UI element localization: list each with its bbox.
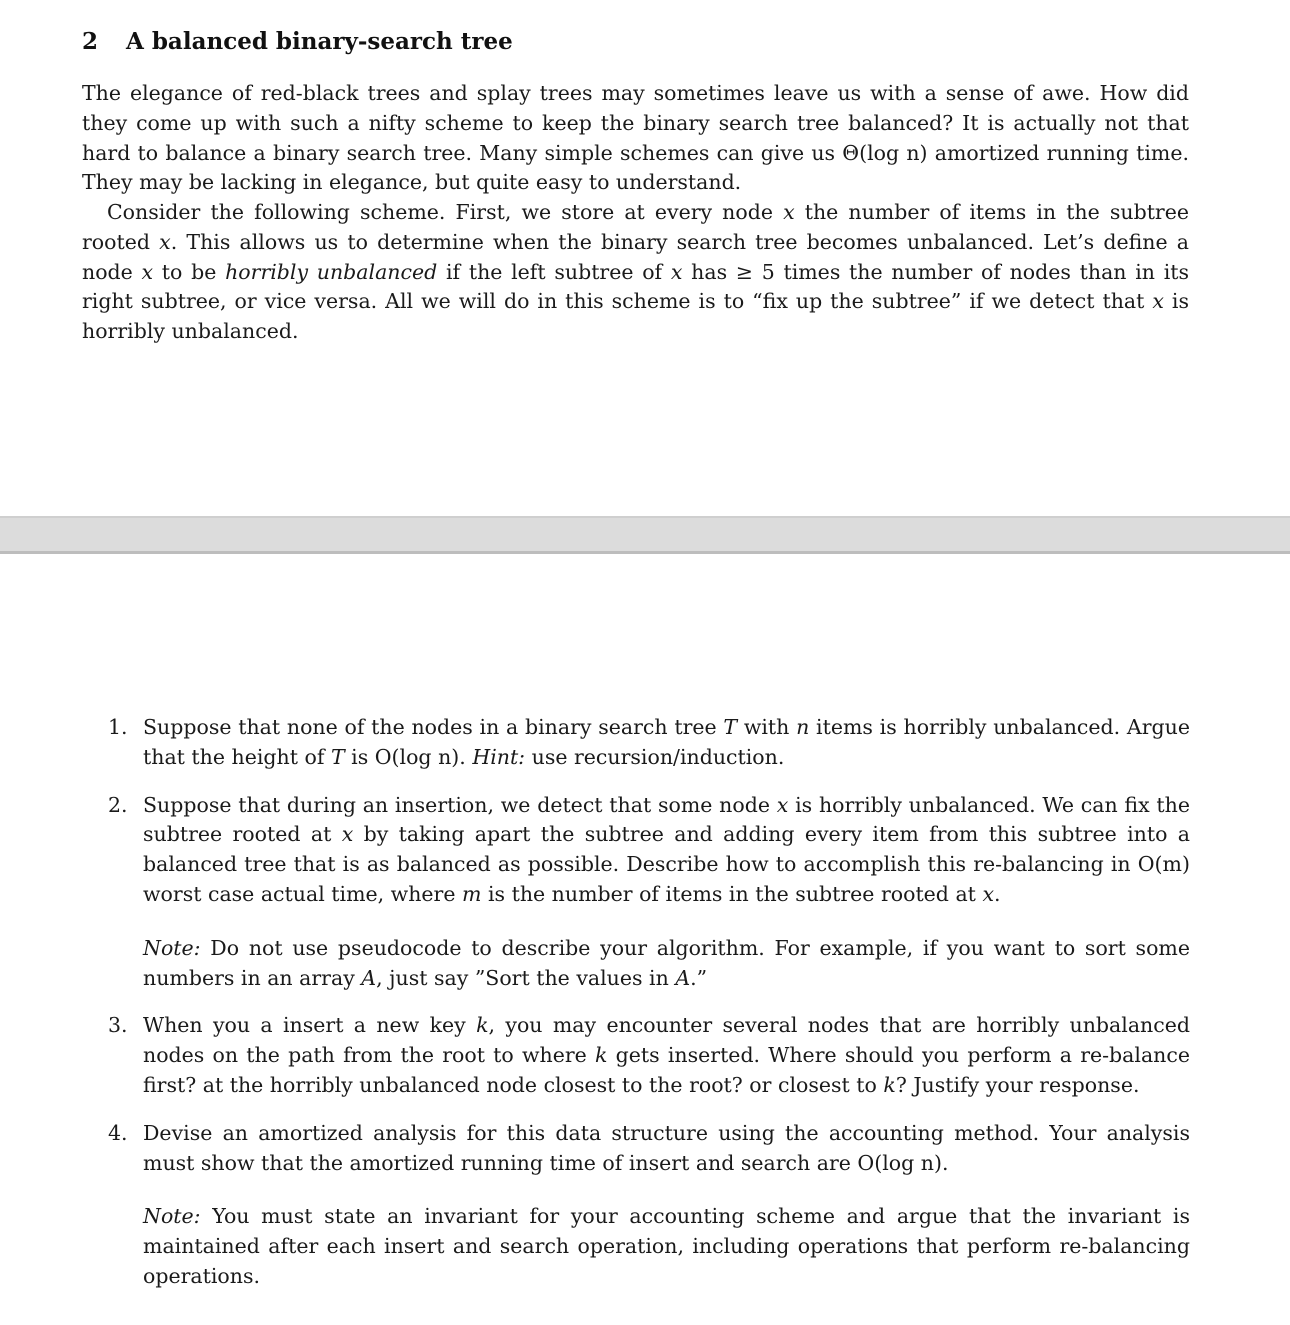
note-label: Note: bbox=[143, 1204, 201, 1229]
question-note: Note: Do not use pseudocode to describe your algorithm. For example, if you want to sort some numbers in an array A, just say ”Sort the values in A.” bbox=[143, 935, 1190, 990]
question-list bbox=[108, 713, 1190, 1292]
intro-paragraph-1: The elegance of red-black trees and splay trees may sometimes leave us with a sense of awe. How did they come up with such a nifty scheme to keep the binary search tree balanced? It is actually not that hard to balance a binary search tree. Many simple schemes can give us Θ(log n) amortized running time. They may be lacking in elegance, but quite easy to understand. bbox=[82, 81, 1189, 195]
question-number: 2. bbox=[108, 792, 128, 817]
section-title: A balanced binary-search tree bbox=[126, 28, 513, 55]
question-number: 4. bbox=[108, 1120, 128, 1145]
document-page-1 bbox=[0, 0, 1290, 516]
question-body: Suppose that during an insertion, we detect that some node x is horribly unbalanced. We can fix the subtree rooted at x by taking apart the subtree and adding every item from this subtree into a balanced tree that is as balanced as possible. Describe how to accomplish this re-balancing in O(m) worst case actual time, where m is the number of items in the subtree rooted at x. Note: Do not use pseudocode to describe your algorithm. For example, if you want to sort some numbers in an array A, just say ”Sort the values in A.” bbox=[143, 791, 1190, 994]
note-label: Note: bbox=[143, 935, 201, 960]
section-heading bbox=[82, 28, 513, 55]
hint-label: Hint: bbox=[472, 744, 526, 769]
intro-paragraph-2: Consider the following scheme. First, we store at every node x the number of items in the subtree rooted x. This allows us to determine when the binary search tree becomes unbalanced. Let’s define a node x to be horribly unbalanced if the left subtree of x has ≥ 5 times the number of nodes than in its right subtree, or vice versa. All we will do in this scheme is to “fix up the subtree” if we detect that x is horribly unbalanced. bbox=[82, 200, 1190, 344]
question-note: Note: You must state an invariant for your accounting scheme and argue that the invariant is maintained after each insert and search operation, including operations that perform re-balancing operations. bbox=[143, 1204, 1190, 1288]
page-separator bbox=[0, 516, 1290, 554]
question-2 bbox=[108, 791, 1190, 994]
defined-term: horribly unbalanced bbox=[225, 259, 438, 284]
question-number: 1. bbox=[108, 715, 128, 739]
question-number: 3. bbox=[108, 1013, 128, 1038]
question-body: Devise an amortized analysis for this data structure using the accounting method. Your analysis must show that the amortized running time of insert and search are O(log n). Note: You must state an invariant for your accounting scheme and argue that the invariant is maintained after each insert and search operation, including operations that perform re-balancing operations. bbox=[143, 1119, 1190, 1292]
question-1 bbox=[108, 713, 1190, 773]
section-number: 2 bbox=[82, 28, 99, 55]
question-3 bbox=[108, 1011, 1190, 1100]
question-body: Suppose that none of the nodes in a binary search tree T with n items is horribly unbalanced. Argue that the height of T is O(log n). Hint: use recursion/induction. bbox=[143, 715, 1190, 769]
question-body: When you a insert a new key k, you may encounter several nodes that are horribly unbalanced nodes on the path from the root to where k gets inserted. Where should you perform a re-balance first? at the horribly unbalanced node closest to the root? or closest to k? Justify your response. bbox=[143, 1013, 1190, 1097]
question-4 bbox=[108, 1119, 1190, 1292]
